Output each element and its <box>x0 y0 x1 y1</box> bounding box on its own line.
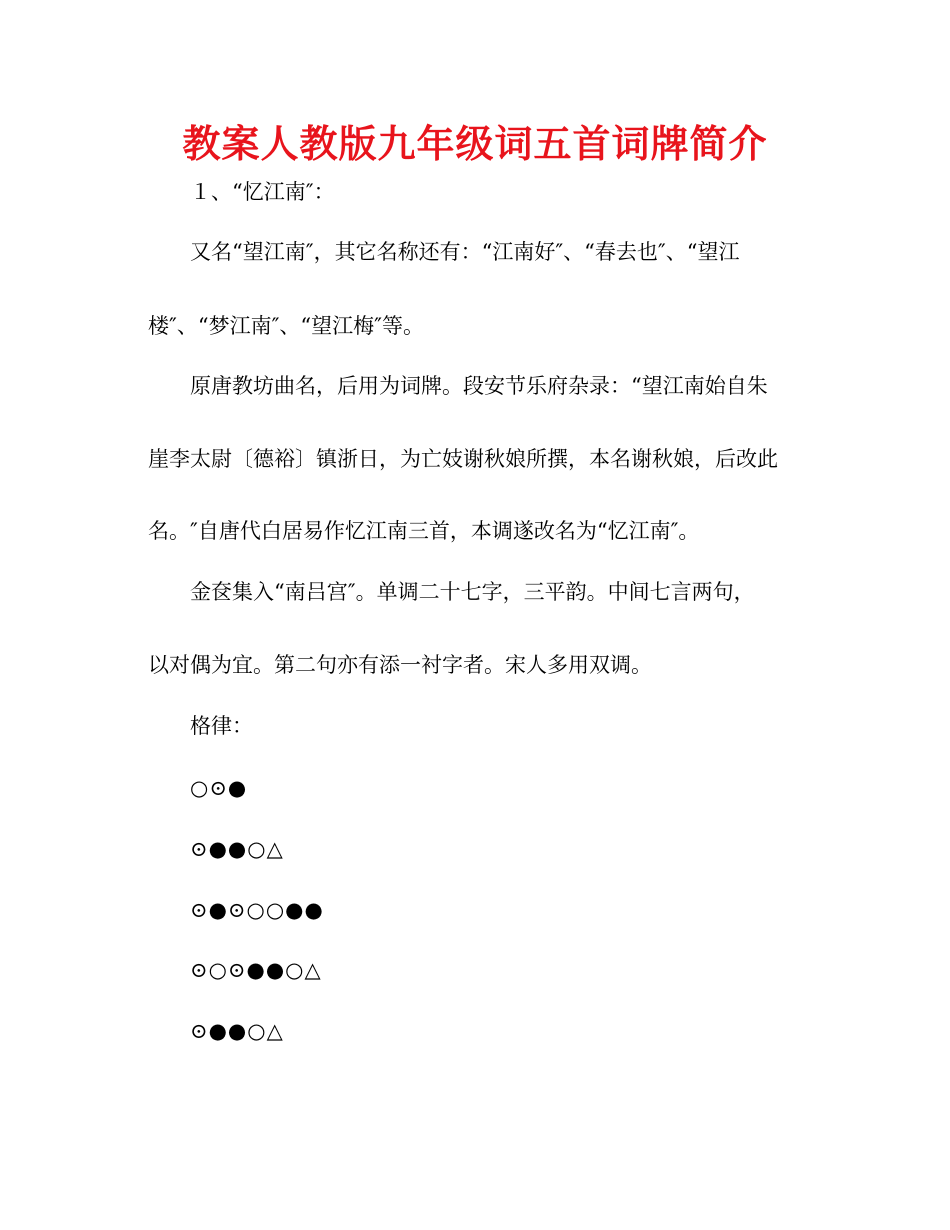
paragraph-line: 楼″、“梦江南″、“望江梅″等。 <box>148 314 425 338</box>
paragraph-line: 原唐教坊曲名，后用为词牌。段安节乐府杂录：“望江南始自朱 <box>190 374 768 398</box>
meter-pattern-line: ⊙●●○△ <box>190 1019 284 1043</box>
paragraph-line: 名。″自唐代白居易作忆江南三首，本调遂改名为“忆江南″。 <box>148 519 700 543</box>
meter-pattern-line: ⊙●●○△ <box>190 837 284 861</box>
meter-pattern-line: ○⊙● <box>190 776 248 800</box>
page-title: 教案人教版九年级词五首词牌简介 <box>182 122 768 166</box>
section-heading: １、“忆江南″： <box>190 180 335 204</box>
paragraph-line: 金奁集入“南吕宫″。单调二十七字，三平韵。中间七言两句， <box>190 580 755 604</box>
meter-pattern-line: ⊙●⊙○○●● <box>190 898 324 922</box>
meter-pattern-line: ⊙○⊙●●○△ <box>190 958 322 982</box>
meter-label: 格律： <box>190 714 253 738</box>
paragraph-line: 崖李太尉〔德裕〕镇浙日，为亡妓谢秋娘所撰，本名谢秋娘，后改此 <box>148 447 778 471</box>
paragraph-line: 以对偶为宜。第二句亦有添一衬字者。宋人多用双调。 <box>148 653 652 677</box>
paragraph-line: 又名“望江南″，其它名称还有：“江南好″、“春去也″、“望江 <box>190 240 740 264</box>
